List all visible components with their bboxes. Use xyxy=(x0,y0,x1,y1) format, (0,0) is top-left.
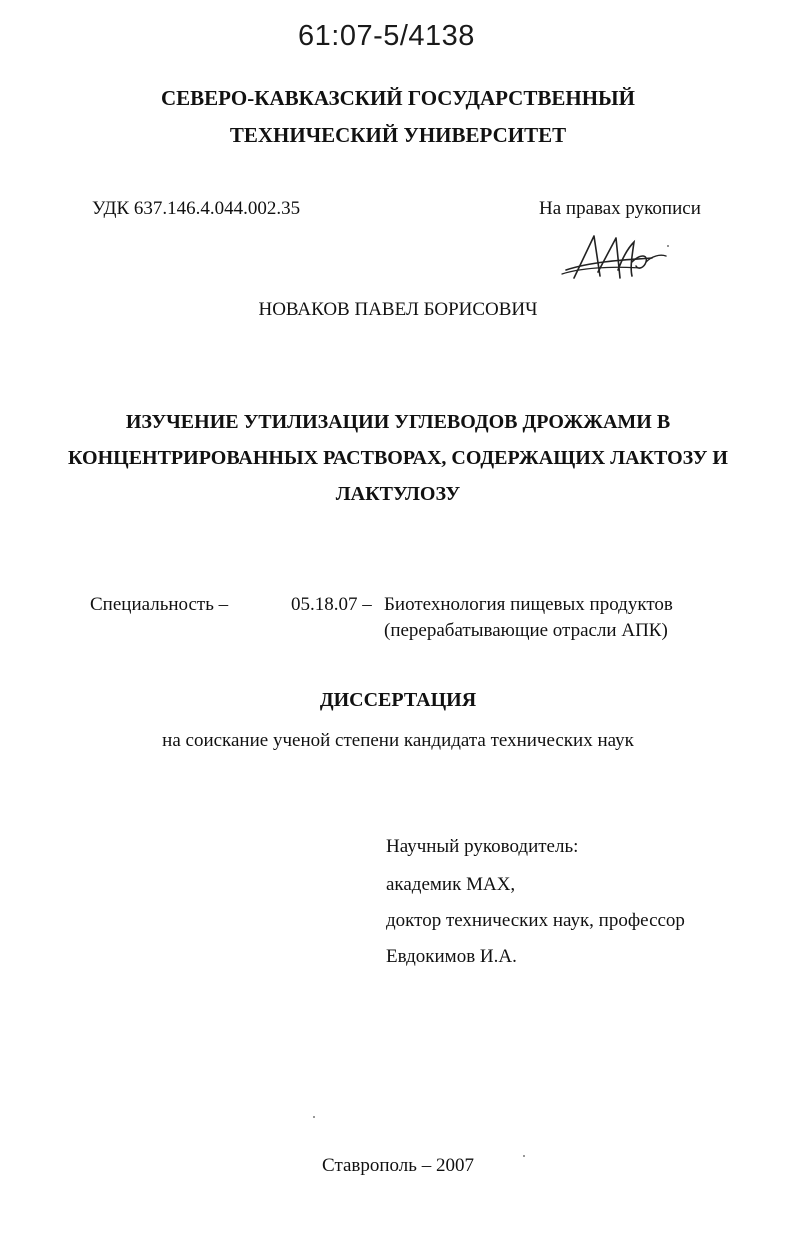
specialty-code: 05.18.07 – xyxy=(291,594,372,615)
scan-speck xyxy=(313,1116,315,1118)
supervisor-title-line2: доктор технических наук, профессор xyxy=(386,910,685,931)
specialty-name-line2: (перерабатывающие отрасли АПК) xyxy=(384,620,668,641)
author-name: НОВАКОВ ПАВЕЛ БОРИСОВИЧ xyxy=(258,299,538,320)
supervisor-heading: Научный руководитель: xyxy=(386,836,579,857)
udk-code: УДК 637.146.4.044.002.35 xyxy=(92,198,301,219)
supervisor-name: Евдокимов И.А. xyxy=(386,946,517,967)
city-and-year: Ставрополь – 2007 xyxy=(322,1155,474,1176)
thesis-title-line1: ИЗУЧЕНИЕ УТИЛИЗАЦИИ УГЛЕВОДОВ ДРОЖЖАМИ В xyxy=(125,411,671,433)
handwritten-signature xyxy=(560,232,680,284)
specialty-label: Специальность – xyxy=(90,594,229,615)
university-name-line2: ТЕХНИЧЕСКИЙ УНИВЕРСИТЕТ xyxy=(229,123,567,147)
specialty-name-line1: Биотехнология пищевых продуктов xyxy=(384,594,673,615)
thesis-title-line3: ЛАКТУЛОЗУ xyxy=(335,483,461,505)
supervisor-title-line1: академик МАХ, xyxy=(386,874,516,895)
degree-description: на соискание ученой степени кандидата технических наук xyxy=(162,730,634,751)
thesis-title-line2: КОНЦЕНТРИРОВАННЫХ РАСТВОРАХ, СОДЕРЖАЩИХ ЛАКТОЗУ И xyxy=(68,447,728,469)
university-name-line1: СЕВЕРО-КАВКАЗСКИЙ ГОСУДАРСТВЕННЫЙ xyxy=(161,86,635,110)
document-type-heading: ДИССЕРТАЦИЯ xyxy=(319,689,477,711)
archive-stamp-number: 61:07-5/4138 xyxy=(298,20,475,52)
manuscript-rights-note: На правах рукописи xyxy=(539,198,701,219)
